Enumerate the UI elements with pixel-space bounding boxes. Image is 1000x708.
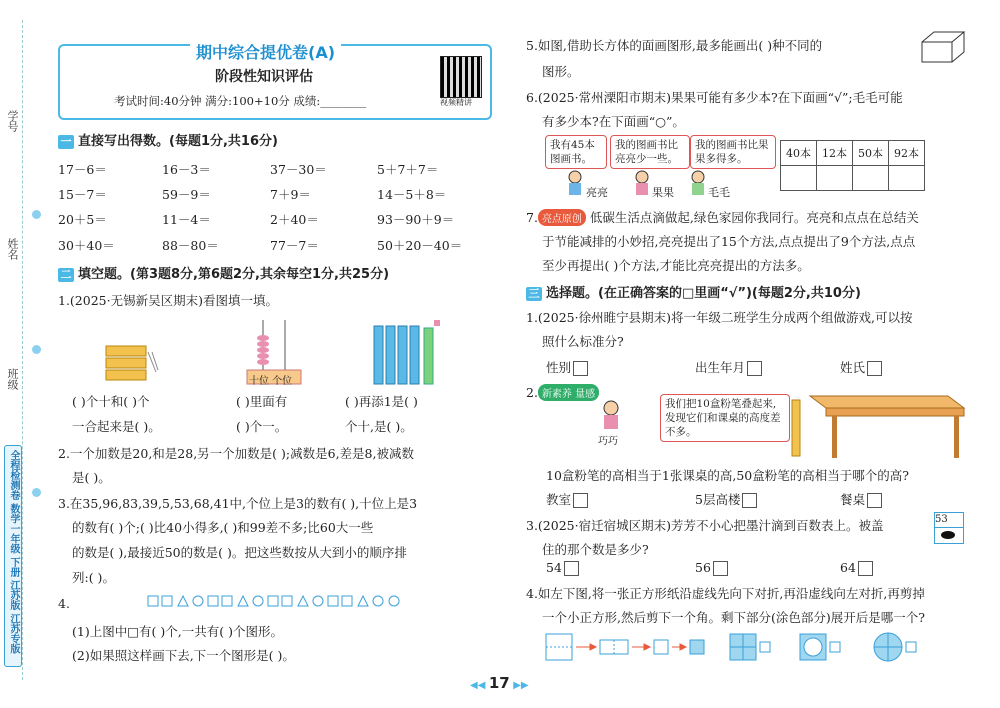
c2-question: 10盒粉笔的高相当于1张课桌的高,50盒粉笔的高相当于哪个的高? <box>546 468 909 483</box>
qr-label: 视频精讲 <box>440 98 472 107</box>
kid-figure <box>600 400 622 430</box>
original-tag: 亮点原创 <box>538 209 586 226</box>
ink-blot <box>941 531 955 539</box>
arithmetic-item[interactable]: 14－5＋8＝ <box>377 187 447 202</box>
seal-dot <box>32 210 41 219</box>
section-1-heading: 一 直接写出得数。(每题1分,共16分) <box>58 130 278 149</box>
q7-line2: 于节能减排的小妙招,亮亮提出了15个方法,点点提出了9个方法,点点 <box>542 234 916 249</box>
page-title: 期中综合提优卷(A) <box>190 40 341 63</box>
c2-number: 2. 新素养 量感 <box>526 384 599 401</box>
cuboid-image <box>920 30 968 66</box>
shape-sequence <box>146 594 404 608</box>
seal-dot <box>32 345 41 354</box>
q3-line2: 的数有( )个;( )比40小得多,( )和99差不多;比60大一些 <box>72 520 374 535</box>
seal-dot <box>32 488 41 497</box>
kid-name-2: 果果 <box>652 186 674 199</box>
cubes-image <box>370 318 440 386</box>
c1-line1: 1.(2025·徐州睢宁县期末)将一年级二班学生分成两个组做游戏,可以按 <box>526 310 913 325</box>
kid-name: 巧巧 <box>598 436 618 447</box>
q4-number: 4. <box>58 596 70 611</box>
kid-figure <box>565 170 585 196</box>
q1-fill-a[interactable]: ( )个十和( )个 <box>72 394 150 409</box>
q6-line1: 6.(2025·常州溧阳市期末)果果可能有多少本?在下面画“√”;毛毛可能 <box>526 90 903 105</box>
arithmetic-item[interactable]: 88－80＝ <box>162 238 219 253</box>
q1-fill-a2[interactable]: 一合起来是( )。 <box>72 419 161 434</box>
speech-bubble-2: 我的图画书比亮亮少一些。 <box>610 135 690 169</box>
c1-option-3[interactable]: 姓氏 <box>840 358 882 376</box>
class-label: 班级 <box>6 368 19 390</box>
speech-bubble-3: 我的图画书比果果多得多。 <box>690 135 776 169</box>
speech-bubble: 我们把10盒粉笔叠起来,发现它们和课桌的高度差不多。 <box>660 394 790 442</box>
q4-part2: (2)如果照这样画下去,下一个图形是( )。 <box>72 648 295 663</box>
arithmetic-item[interactable]: 17－6＝ <box>58 162 107 177</box>
c3-option-3[interactable]: 64 <box>840 560 873 576</box>
q7-line1: 7. 亮点原创 低碳生活点滴做起,绿色家园你我同行。亮亮和点点在总结关 <box>526 210 919 225</box>
folding-diagram <box>544 632 970 662</box>
q5-line2: 图形。 <box>542 64 580 79</box>
q1-fill-b2[interactable]: ( )个一。 <box>236 419 288 434</box>
arithmetic-item[interactable]: 77－7＝ <box>270 238 319 253</box>
hundred-chart-snippet: 53 <box>934 512 964 544</box>
arithmetic-item[interactable]: 2＋40＝ <box>270 212 319 227</box>
q1-text: 1.(2025·无锡新吴区期末)看图填一填。 <box>58 293 278 308</box>
q3-line1: 3.在35,96,83,39,5,53,68,41中,个位上是3的数有( ),十位上是3 <box>58 496 418 511</box>
c3-option-1[interactable]: 54 <box>546 560 579 576</box>
arithmetic-item[interactable]: 20＋5＝ <box>58 212 107 227</box>
desk-image <box>788 380 968 462</box>
book-count-table: 40本 12本 50本 92本 <box>780 140 925 191</box>
brand-strip: 全程检测卷 数学一年级 下册 江苏版 江苏专版 <box>4 445 22 667</box>
arithmetic-item[interactable]: 15－7＝ <box>58 187 107 202</box>
q7-line3: 至少再提出( )个方法,才能比亮亮提出的方法多。 <box>542 258 810 273</box>
q2-line1: 2.一个加数是20,和是28,另一个加数是( );减数是6,差是8,被减数 <box>58 446 414 461</box>
c1-option-2[interactable]: 出生年月 <box>695 358 762 376</box>
kid-name-3: 毛毛 <box>708 186 730 199</box>
q3-line4: 列:( )。 <box>72 570 115 585</box>
arithmetic-item[interactable]: 93－90＋9＝ <box>377 212 455 227</box>
arithmetic-item[interactable]: 7＋9＝ <box>270 187 311 202</box>
c3-line1: 3.(2025·宿迁宿城区期末)芳芳不小心把墨汁滴到百数表上。被盖 <box>526 518 884 533</box>
student-id-label: 学号 <box>6 110 19 132</box>
c2-option-2[interactable]: 5层高楼 <box>695 490 757 508</box>
c2-option-1[interactable]: 教室 <box>546 490 588 508</box>
exam-meta: 考试时间:40分钟 满分:100+10分 成绩:________ <box>114 94 367 108</box>
c4-line2: 一个小正方形,然后剪下一个角。剩下部分(涂色部分)展开后是哪一个? <box>542 610 925 625</box>
q1-fill-c[interactable]: ( )再添1是( ) <box>345 394 418 409</box>
arithmetic-item[interactable]: 30＋40＝ <box>58 238 115 253</box>
arithmetic-item[interactable]: 5＋7＋7＝ <box>377 162 439 177</box>
c1-line2: 照什么标准分? <box>542 334 624 349</box>
abacus-label: 十位 个位 <box>249 376 293 387</box>
page-number: ◀◀ 17 ▶▶ <box>470 674 529 692</box>
arithmetic-item[interactable]: 11－4＝ <box>162 212 211 227</box>
name-label: 姓名 <box>6 238 19 260</box>
arithmetic-item[interactable]: 50＋20－40＝ <box>377 238 463 253</box>
q6-line2: 有多少本?在下面画“○”。 <box>542 114 685 129</box>
kid-name-1: 亮亮 <box>586 186 608 199</box>
q3-line3: 的数是( ),最接近50的数是( )。把这些数按从大到小的顺序排 <box>72 545 407 560</box>
section-3-heading: 三 选择题。(在正确答案的□里画“√”)(每题2分,共10分) <box>526 282 861 301</box>
subtitle: 阶段性知识评估 <box>215 69 313 85</box>
c3-option-2[interactable]: 56 <box>695 560 728 576</box>
c1-option-1[interactable]: 性别 <box>546 358 588 376</box>
arithmetic-item[interactable]: 59－9＝ <box>162 187 211 202</box>
q1-fill-c2[interactable]: 个十,是( )。 <box>345 419 413 434</box>
q5-line1: 5.如图,借助长方体的面画图形,最多能画出( )种不同的 <box>526 38 823 53</box>
q4-part1: (1)上图中□有( )个,一共有( )个图形。 <box>72 624 283 639</box>
arithmetic-item[interactable]: 37－30＝ <box>270 162 327 177</box>
q1-fill-b[interactable]: ( )里面有 <box>236 394 288 409</box>
arithmetic-item[interactable]: 16－3＝ <box>162 162 211 177</box>
kid-figure <box>688 170 708 196</box>
binding-line <box>22 20 23 680</box>
q2-line2: 是( )。 <box>72 470 111 485</box>
qr-code[interactable] <box>440 56 482 98</box>
bundles-image <box>100 342 160 384</box>
c4-line1: 4.如左下图,将一张正方形纸沿虚线先向下对折,再沿虚线向左对折,再剪掉 <box>526 586 925 601</box>
c2-option-3[interactable]: 餐桌 <box>840 490 882 508</box>
kid-figure <box>632 170 652 196</box>
c3-line2: 住的那个数是多少? <box>542 542 649 557</box>
speech-bubble-1: 我有45本图画书。 <box>545 135 607 169</box>
section-2-heading: 二 填空题。(第3题8分,第6题2分,其余每空1分,共25分) <box>58 263 389 282</box>
